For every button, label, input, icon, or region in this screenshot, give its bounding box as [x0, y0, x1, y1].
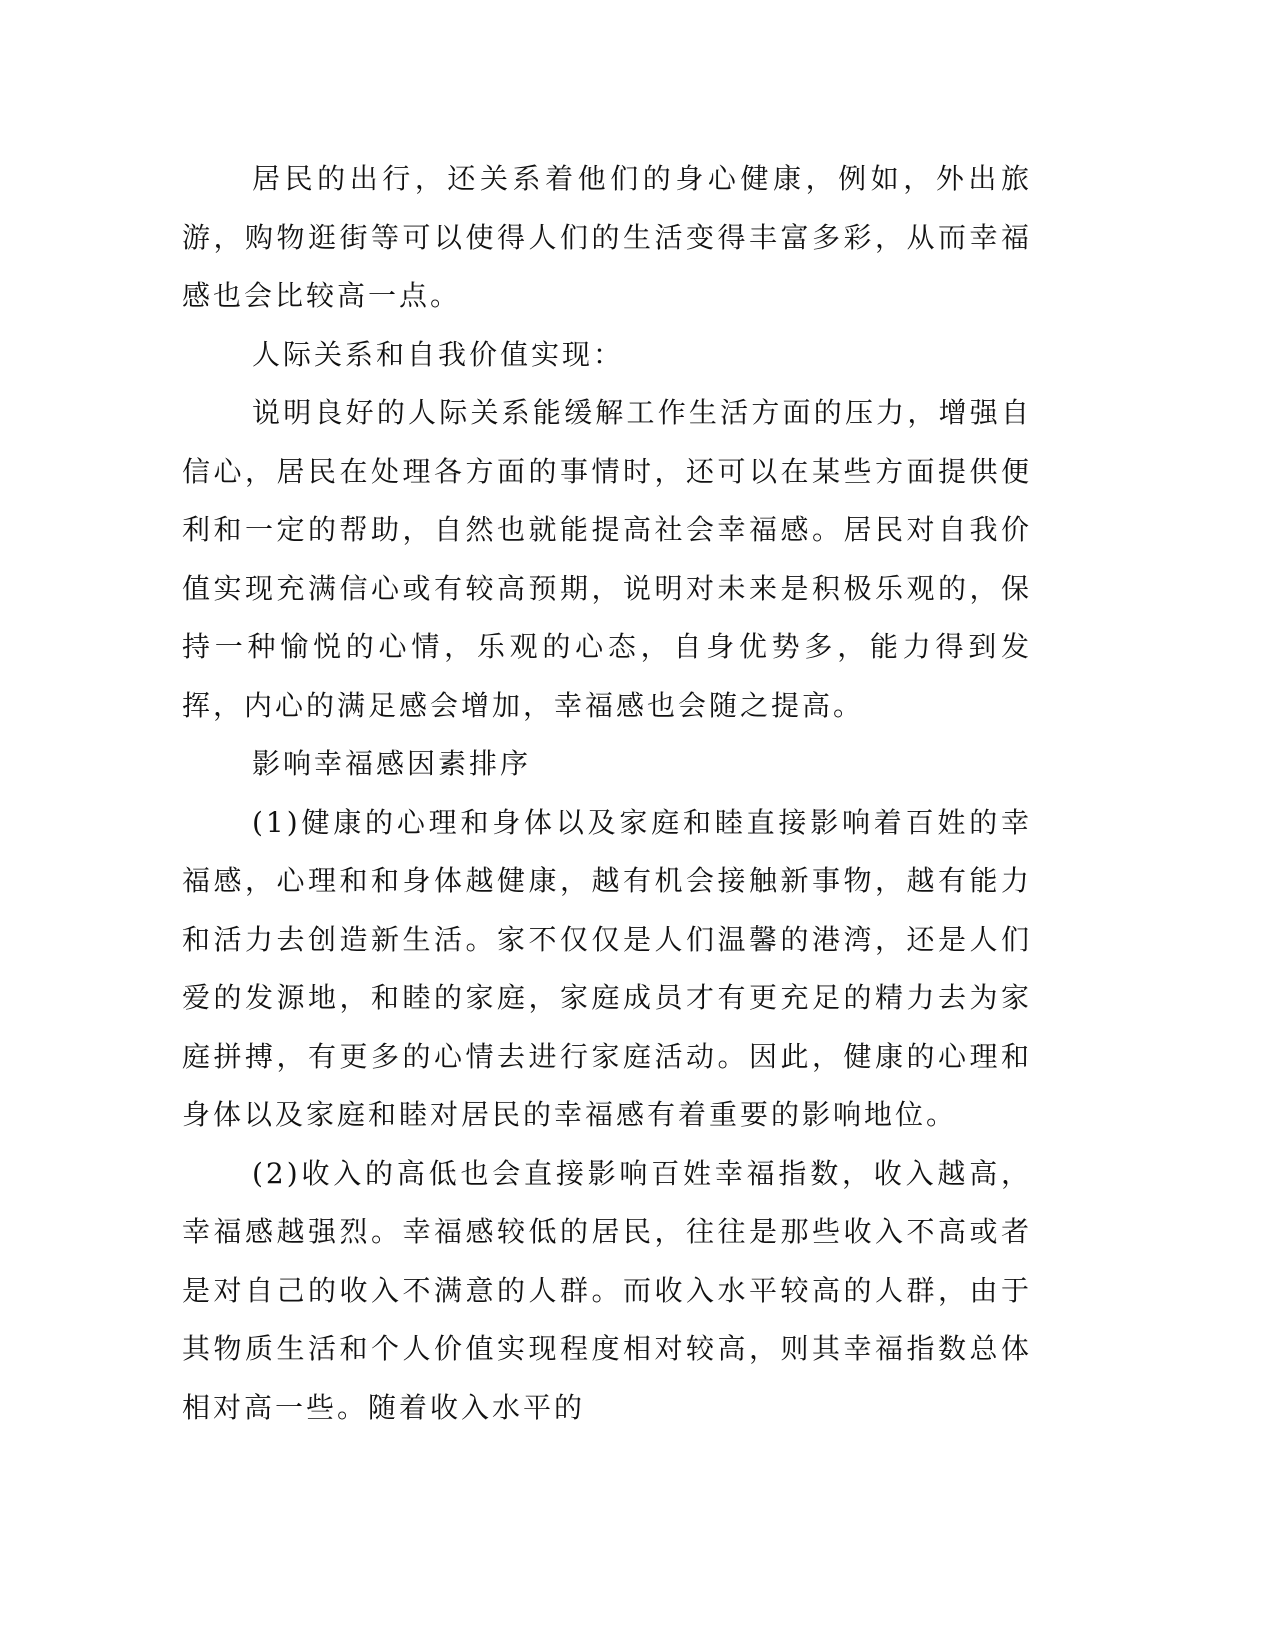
heading-factor-ranking: 影响幸福感因素排序: [252, 747, 532, 780]
heading-relationships: 人际关系和自我价值实现：: [252, 337, 625, 371]
paragraph-relationships: 说明良好的人际关系能缓解工作生活方面的压力，增强自信心，居民在处理各方面的事情时，还可以在某些方面提供便利和一定的帮助，自然也就能提高社会幸福感。居民对自我价值实现充满信心或有较高预期，说明对未来是积极乐观的，保持一种愉悦的心情，乐观的心态，自身优势多，能力得到发挥，内心的满足感会增加，幸福感也会随之提高。: [182, 396, 1032, 722]
paragraph-factor-2: (2)收入的高低也会直接影响百姓幸福指数，收入越高，幸福感越强烈。幸福感较低的居民，往往是那些收入不高或者是对自己的收入不满意的人群。而收入水平较高的人群，由于其物质生活和个人价值实现程度相对较高，则其幸福指数总体相对高一些。随着收入水平的: [182, 1156, 1032, 1424]
paragraph-factor-1: (1)健康的心理和身体以及家庭和睦直接影响着百姓的幸福感，心理和和身体越健康，越有机会接触新事物，越有能力和活力去创造新生活。家不仅仅是人们温馨的港湾，还是人们爱的发源地，和睦的家庭，家庭成员才有更充足的精力去为家庭拼搏，有更多的心情去进行家庭活动。因此，健康的心理和身体以及家庭和睦对居民的幸福感有着重要的影响地位。: [182, 805, 1032, 1131]
document-body: [182, 150, 1032, 1437]
paragraph-travel: 居民的出行，还关系着他们的身心健康，例如，外出旅游，购物逛街等可以使得人们的生活变得丰富多彩，从而幸福感也会比较高一点。: [182, 162, 1032, 312]
